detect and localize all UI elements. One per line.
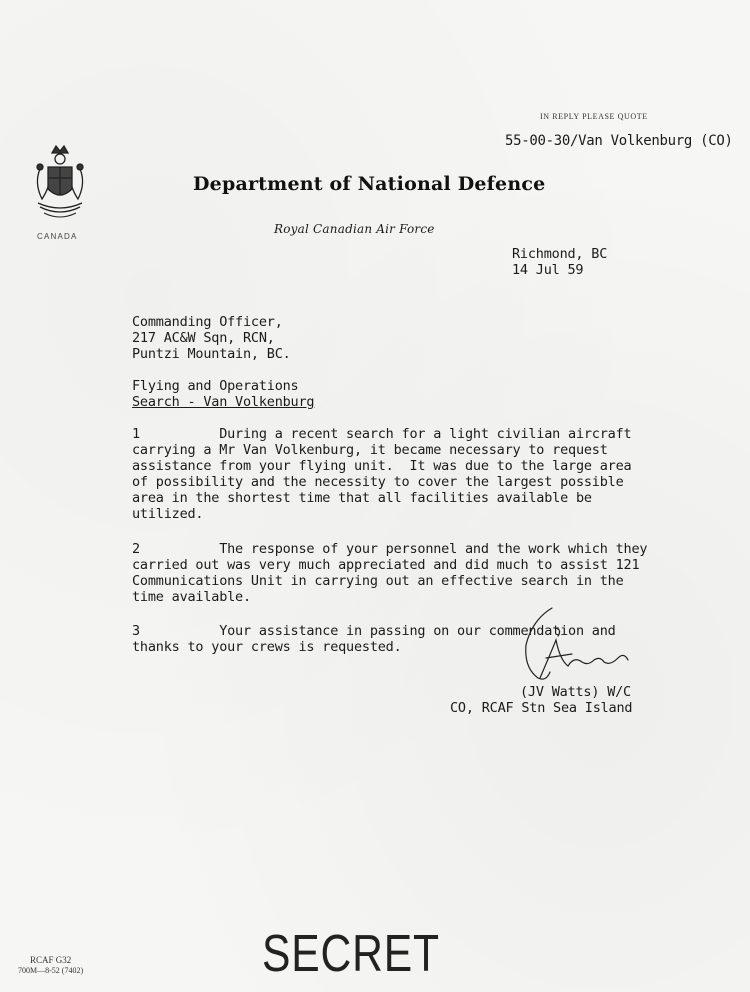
form-code: RCAF G32 (30, 955, 72, 965)
paragraph-1: 1 During a recent search for a light civilian aircraft carrying a Mr Van Volkenburg, it became necessary to request assistance from your flying unit. It was due to the large area of possibility and the necessity to cover the largest possible area in the shortest time that all facilities available be utilized. (132, 426, 632, 522)
sender-place: Richmond, BC (512, 246, 608, 262)
recipient-line: Commanding Officer, (132, 314, 283, 330)
signatory-title: CO, RCAF Stn Sea Island (450, 700, 633, 716)
coat-of-arms-icon (30, 143, 90, 228)
letter-date: 14 Jul 59 (512, 262, 584, 278)
classification-stamp: SECRET (262, 925, 440, 983)
subject-line: Flying and Operations (132, 378, 299, 394)
service-subtitle: Royal Canadian Air Force (274, 222, 435, 236)
handwritten-signature-icon (512, 600, 642, 695)
signatory-name: (JV Watts) W/C (520, 684, 631, 700)
recipient-line: 217 AC&W Sqn, RCN, (132, 330, 275, 346)
reply-quote-label: IN REPLY PLEASE QUOTE (540, 112, 648, 121)
recipient-line: Puntzi Mountain, BC. (132, 346, 291, 362)
reference-number: 55-00-30/Van Volkenburg (CO) (505, 133, 733, 149)
subject-line-underlined: Search - Van Volkenburg (132, 394, 315, 410)
form-print-code: 700M—8-52 (7402) (18, 966, 84, 975)
paragraph-3: 3 Your assistance in passing on our commendation and thanks to your crews is requested. (132, 623, 616, 655)
paragraph-2: 2 The response of your personnel and the work which they carried out was very much appreciated and did much to assist 121 Communications Unit in carrying out an effective search in the time available. (132, 541, 648, 605)
country-label: CANADA (37, 232, 78, 241)
department-title: Department of National Defence (193, 173, 546, 195)
